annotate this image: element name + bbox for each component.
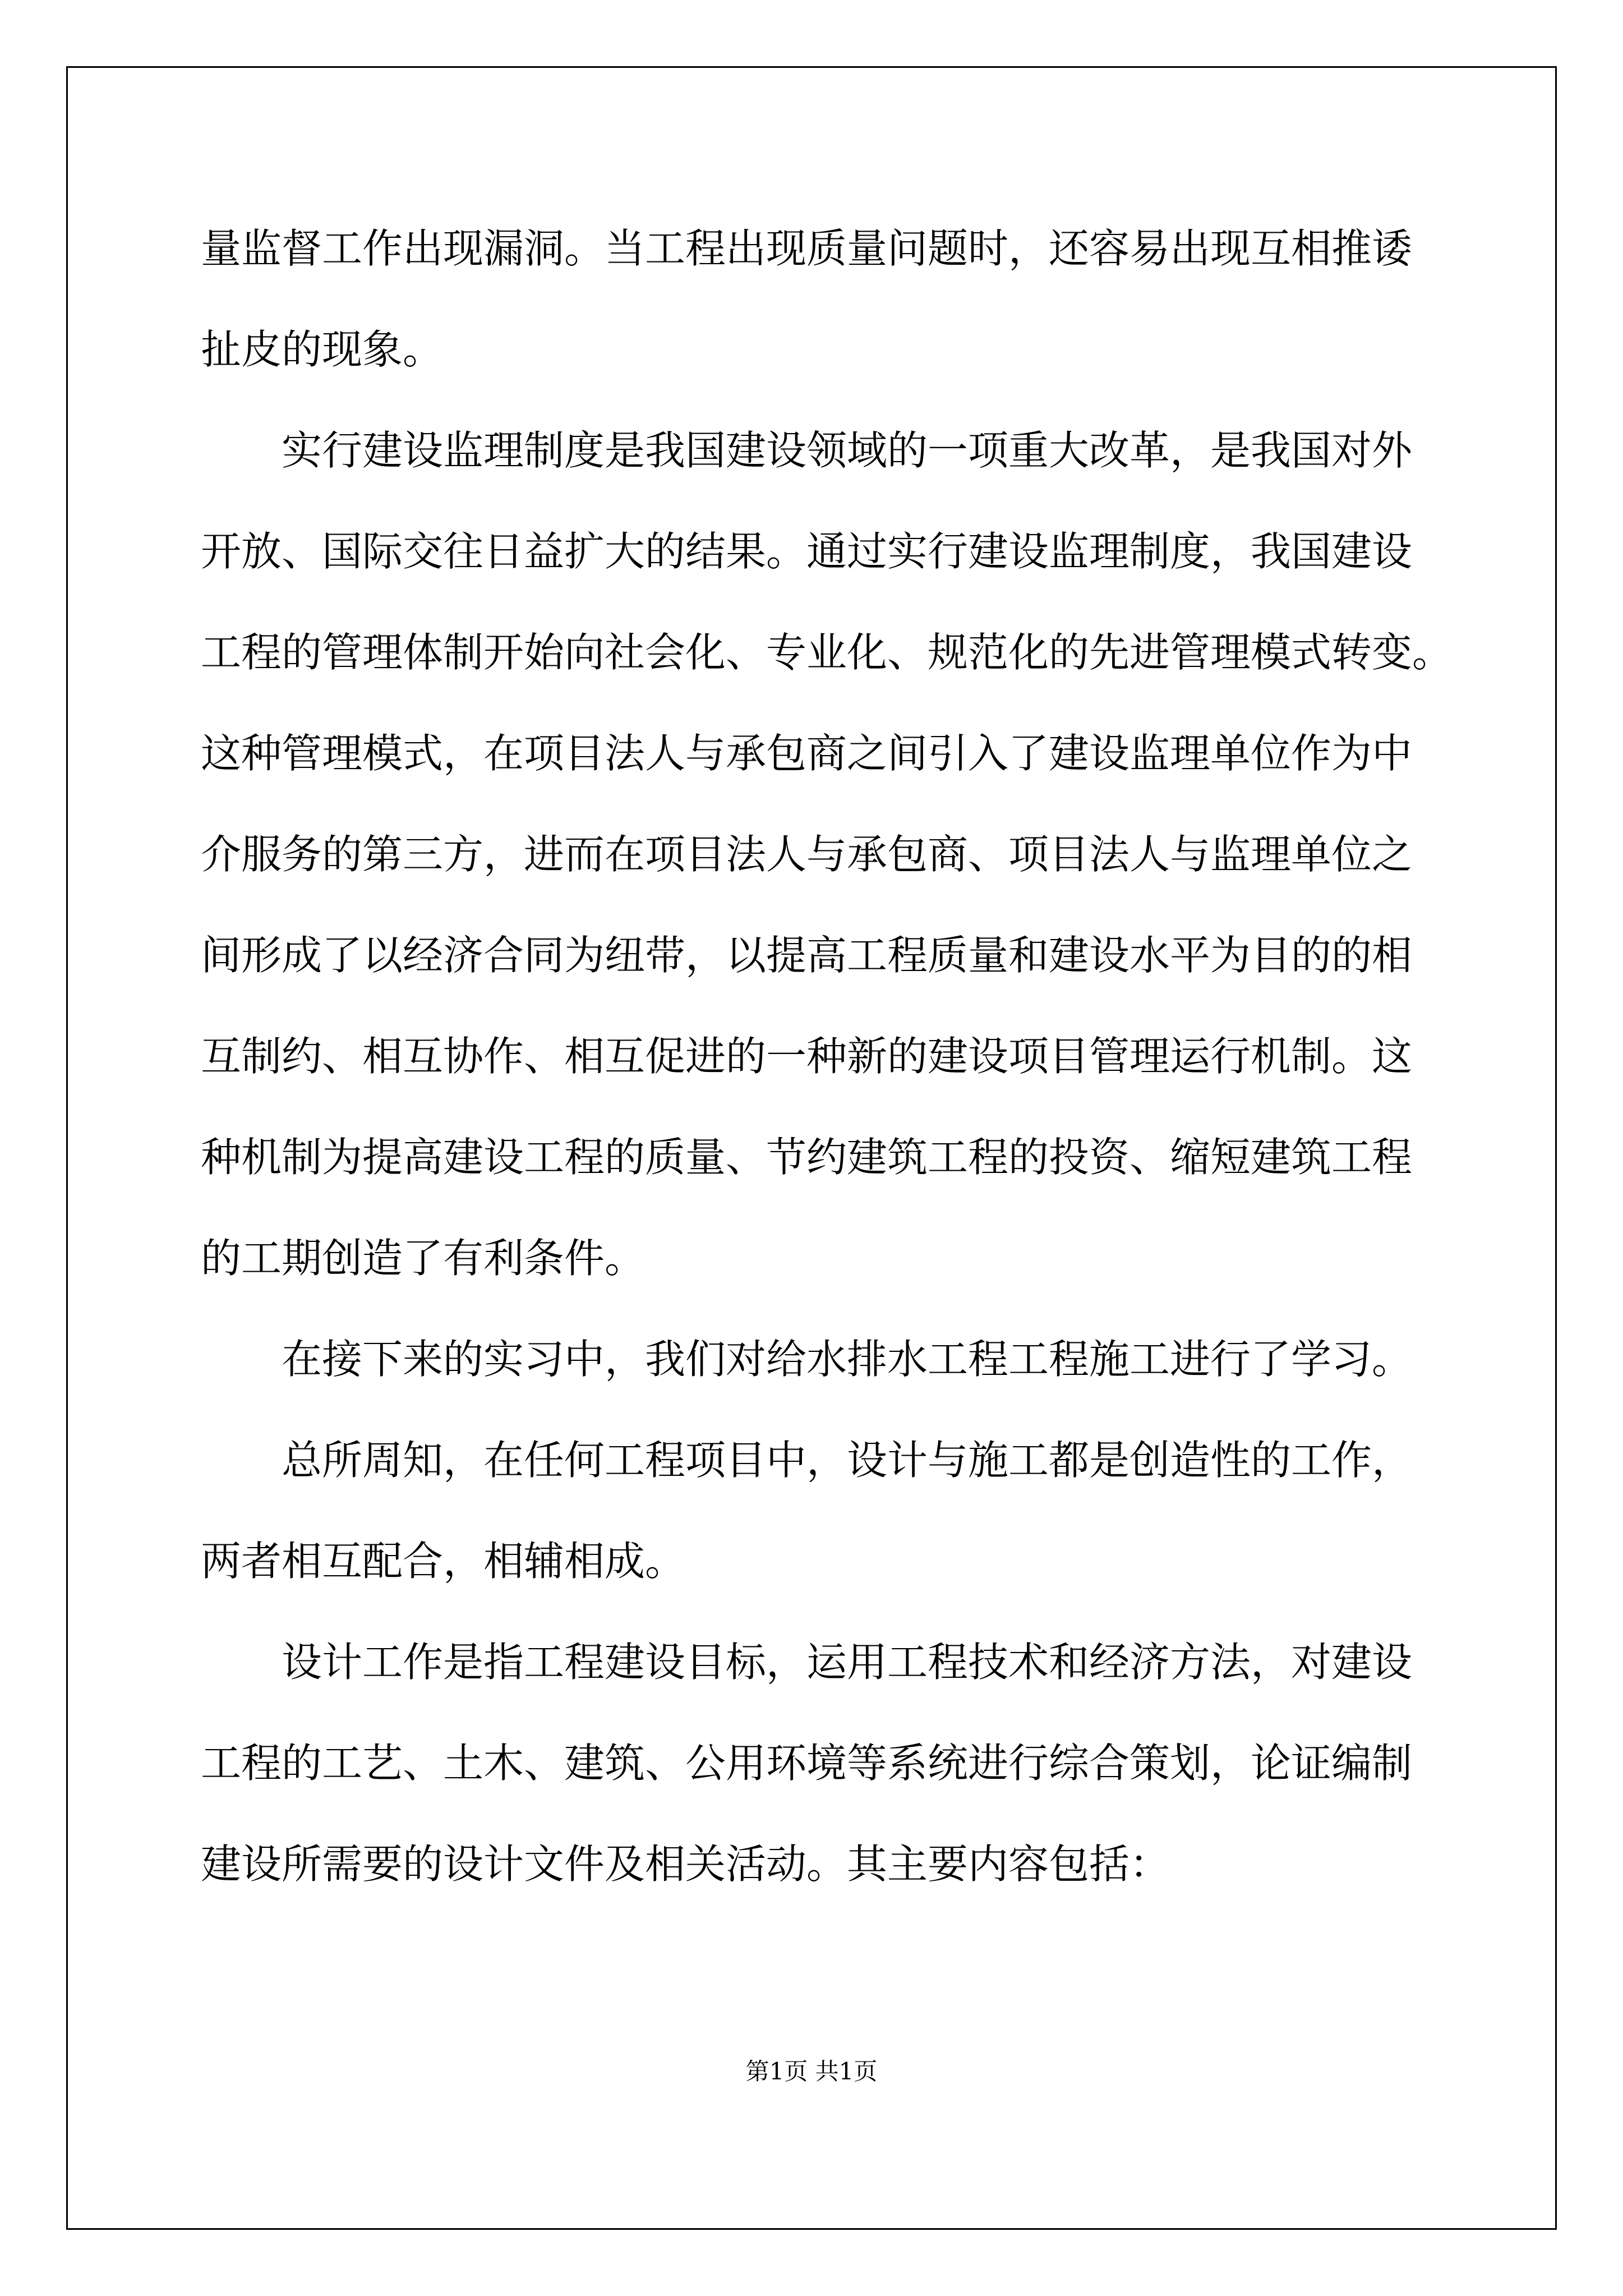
paragraph-line: 在接下来的实习中，我们对给水排水工程工程施工进行了学习。	[282, 1336, 1413, 1383]
paragraph-line: 这种管理模式，在项目法人与承包商之间引入了建设监理单位作为中	[201, 730, 1413, 777]
page-number-footer: 第1页 共1页	[745, 2058, 878, 2085]
paragraph-line: 实行建设监理制度是我国建设领域的一项重大改革，是我国对外	[282, 427, 1413, 474]
paragraph-line: 开放、国际交往日益扩大的结果。通过实行建设监理制度，我国建设	[201, 528, 1413, 575]
paragraph-line: 互制约、相互协作、相互促进的一种新的建设项目管理运行机制。这	[201, 1033, 1413, 1080]
paragraph-line: 的工期创造了有利条件。	[201, 1235, 645, 1282]
paragraph-line: 介服务的第三方，进而在项目法人与承包商、项目法人与监理单位之	[201, 831, 1413, 878]
paragraph-line: 工程的工艺、土木、建筑、公用环境等系统进行综合策划，论证编制	[201, 1740, 1413, 1787]
paragraph-line: 量监督工作出现漏洞。当工程出现质量问题时，还容易出现互相推诿	[201, 225, 1413, 272]
paragraph-line: 工程的管理体制开始向社会化、专业化、规范化的先进管理模式转变。	[201, 629, 1453, 676]
paragraph-line: 扯皮的现象。	[201, 326, 444, 373]
paragraph-line: 间形成了以经济合同为纽带，以提高工程质量和建设水平为目的的相	[201, 932, 1413, 979]
paragraph-line: 种机制为提高建设工程的质量、节约建筑工程的投资、缩短建筑工程	[201, 1134, 1413, 1181]
paragraph-line: 两者相互配合，相辅相成。	[201, 1538, 686, 1585]
paragraph-line: 建设所需要的设计文件及相关活动。其主要内容包括：	[201, 1841, 1170, 1888]
paragraph-line: 总所周知，在任何工程项目中，设计与施工都是创造性的工作，	[282, 1437, 1413, 1484]
paragraph-line: 设计工作是指工程建设目标，运用工程技术和经济方法，对建设	[282, 1639, 1413, 1686]
